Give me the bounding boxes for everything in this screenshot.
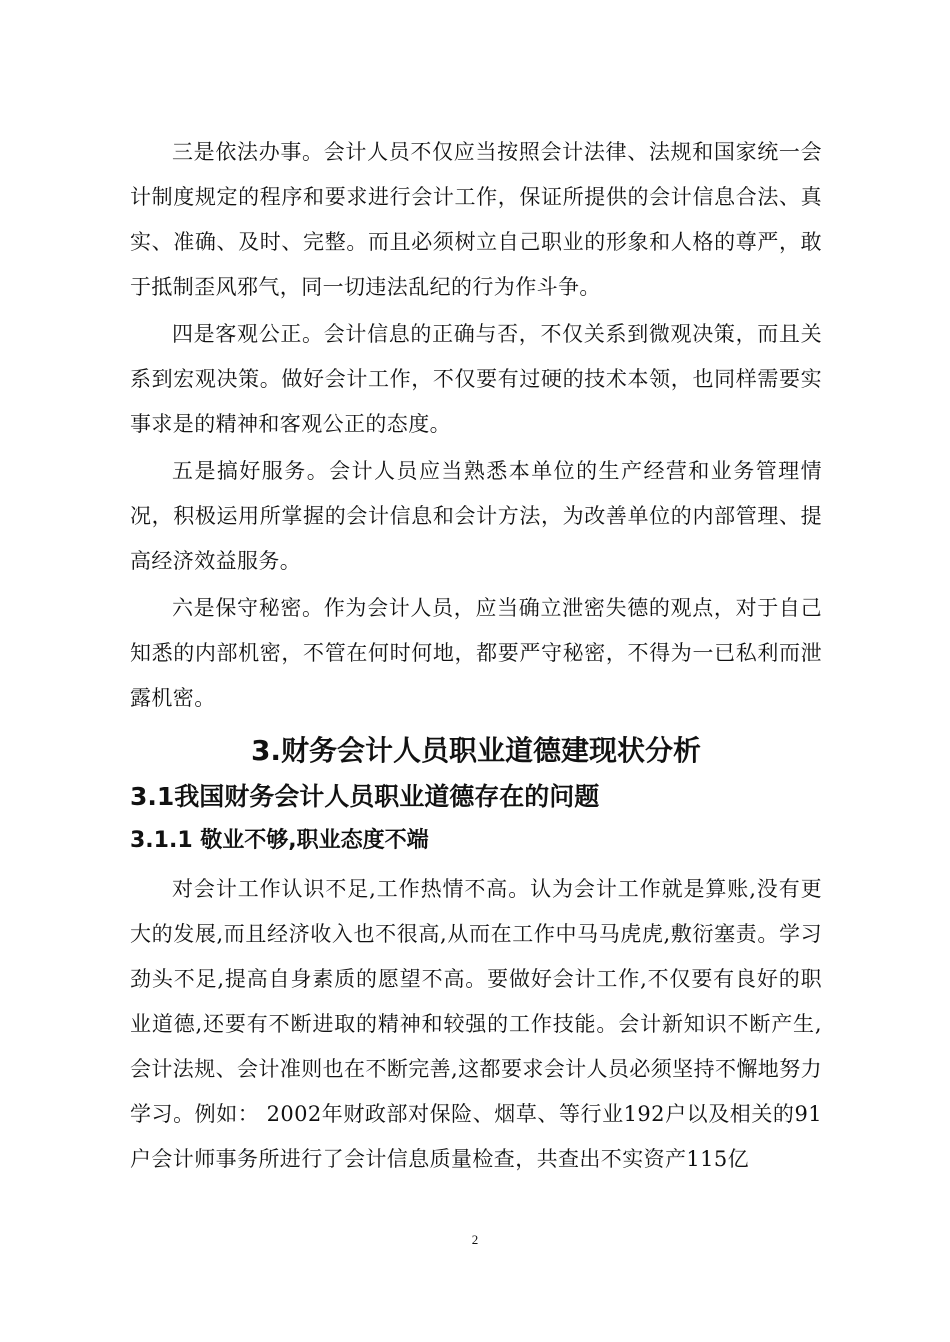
paragraph-confidentiality: 六是保守秘密。作为会计人员，应当确立泄密失德的观点，对于自己知悉的内部机密，不管在何时何地，都要严守秘密，不得为一已私利而泄露机密。 [130, 596, 822, 710]
subsubsection-heading: 3.1.1 敬业不够,职业态度不端 [130, 828, 429, 853]
paragraph-dedication-issues: 对会计工作认识不足,工作热情不高。认为会计工作就是算账,没有更大的发展,而且经济收入也不很高,从而在工作中马马虎虎,敷衍塞责。学习劲头不足,提高自身素质的愿望不高。要做好会计工作,不仅要有良好的职业道德,还要有不断进取的精神和较强的工作技能。会计新知识不断产生,会计法规、会计准则也在不断完善,这都要求会计人员必须坚持不懈地努力学习。例如： 2002年财政部对保险、烟草、等行业192户以及相关的91户会计师事务所进行了会计信息质量检查，共查出不实资产115亿 [130, 877, 822, 1171]
paragraph-objectivity: 四是客观公正。会计信息的正确与否，不仅关系到微观决策，而且关系到宏观决策。做好会计工作，不仅要有过硬的技术本领，也同样需要实事求是的精神和客观公正的态度。 [130, 322, 822, 436]
subsection-heading: 3.1我国财务会计人员职业道德存在的问题 [130, 782, 600, 811]
document-page [130, 130, 822, 1182]
paragraph-service: 五是搞好服务。会计人员应当熟悉本单位的生产经营和业务管理情况，积极运用所掌握的会计信息和会计方法，为改善单位的内部管理、提高经济效益服务。 [130, 459, 822, 573]
section-heading: 3.财务会计人员职业道德建现状分析 [250, 734, 702, 767]
page-number: 2 [471, 1232, 479, 1247]
paragraph-law-compliance: 三是依法办事。会计人员不仅应当按照会计法律、法规和国家统一会计制度规定的程序和要求进行会计工作，保证所提供的会计信息合法、真实、准确、及时、完整。而且必须树立自己职业的形象和人格的尊严，敢于抵制歪风邪气，同一切违法乱纪的行为作斗争。 [130, 140, 822, 299]
